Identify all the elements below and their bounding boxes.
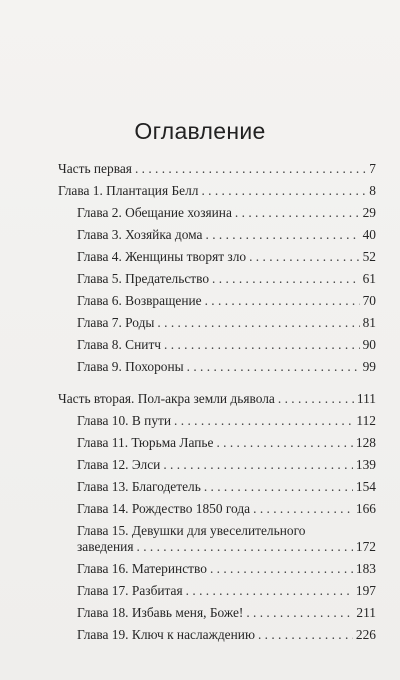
toc-entry-label: Глава 5. Предательство: [77, 271, 210, 286]
toc-entry-label: Глава 7. Роды: [77, 315, 155, 330]
toc-entry-label: Глава 1. Плантация Белл: [58, 183, 199, 198]
toc-entry-label: Глава 8. Снитч: [77, 337, 162, 352]
dot-leader: [163, 457, 353, 473]
dot-leader: [135, 161, 366, 177]
toc-page-number: 128: [355, 435, 376, 450]
toc-part-1: [58, 161, 376, 177]
dot-leader: [157, 315, 359, 331]
toc-chapter-9: [77, 359, 376, 375]
toc-chapter-4: [77, 249, 376, 265]
toc-page-number: 112: [356, 413, 376, 428]
toc-entry-label: Часть вторая. Пол-акра земли дьявола: [58, 391, 275, 406]
toc-chapter-15-line-1: Глава 15. Девушки для увеселительного: [77, 523, 306, 538]
toc-page-number: 183: [355, 561, 376, 576]
toc-page-number: 61: [362, 271, 376, 286]
toc-entry-label: Глава 16. Материнство: [77, 561, 207, 576]
dot-leader: [258, 627, 353, 643]
toc-chapter-2: [77, 205, 376, 221]
toc-chapter-18: [77, 605, 376, 621]
toc-entry-label: Глава 18. Избавь меня, Боже!: [77, 605, 244, 620]
toc-entry-label: Глава 6. Возвращение: [77, 293, 202, 308]
toc-page-number: 90: [362, 337, 376, 352]
toc-chapter-14: [77, 501, 376, 517]
toc-page-number: 139: [355, 457, 376, 472]
dot-leader: [187, 359, 360, 375]
dot-leader: [201, 183, 366, 199]
dot-leader: [253, 501, 353, 517]
toc-chapter-7: [77, 315, 376, 331]
toc-entry-label: Глава 9. Похороны: [77, 359, 184, 374]
toc-page-number: 166: [355, 501, 376, 516]
toc-entry-label: Часть первая: [58, 161, 132, 176]
toc-entry-label: Глава 4. Женщины творят зло: [77, 249, 247, 264]
page-title: Оглавление: [134, 118, 266, 144]
toc-page-number: 29: [362, 205, 376, 220]
toc-chapter-5: [77, 271, 376, 287]
toc-chapter-1: [58, 183, 376, 199]
toc-entry-label: Глава 10. В пути: [77, 413, 172, 428]
toc-chapter-15: [77, 539, 376, 555]
dot-leader: [164, 337, 360, 353]
toc-entry-label: Глава 19. Ключ к наслаждению: [77, 627, 255, 642]
toc-chapter-19: [77, 627, 376, 643]
toc-page-number: 52: [362, 249, 376, 264]
toc-page-number: 211: [356, 605, 376, 620]
dot-leader: [174, 413, 353, 429]
toc-page-number: 172: [355, 539, 376, 554]
dot-leader: [206, 227, 360, 243]
dot-leader: [235, 205, 360, 221]
toc-page-number: 81: [362, 315, 376, 330]
toc-chapter-12: [77, 457, 376, 473]
toc-chapter-6: [77, 293, 376, 309]
toc-chapter-3: [77, 227, 376, 243]
toc-entry-label: Глава 17. Разбитая: [77, 583, 183, 598]
toc-chapter-11: [77, 435, 376, 451]
toc-page-number: 99: [362, 359, 376, 374]
toc-page-number: 197: [355, 583, 376, 598]
toc-chapter-17: [77, 583, 376, 599]
dot-leader: [216, 435, 352, 451]
toc-chapter-13: [77, 479, 376, 495]
toc-page-number: 7: [369, 161, 376, 176]
dot-leader: [137, 539, 353, 555]
dot-leader: [204, 479, 353, 495]
dot-leader: [246, 605, 353, 621]
toc-entry-label: заведения: [77, 539, 134, 554]
toc-chapter-10: [77, 413, 376, 429]
toc-entry-label: Глава 3. Хозяйка дома: [77, 227, 203, 242]
toc-page-number: 226: [355, 627, 376, 642]
dot-leader: [278, 391, 354, 407]
toc-entry-label: Глава 14. Рождество 1850 года: [77, 501, 251, 516]
toc-page-number: 8: [369, 183, 376, 198]
dot-leader: [186, 583, 353, 599]
toc-page-number: 154: [355, 479, 376, 494]
toc-page-number: 111: [356, 391, 376, 406]
toc-entry-label: Глава 13. Благодетель: [77, 479, 201, 494]
dot-leader: [249, 249, 360, 265]
toc-chapter-8: [77, 337, 376, 353]
toc-page-number: 40: [362, 227, 376, 242]
dot-leader: [212, 271, 360, 287]
toc-entry-label: Глава 11. Тюрьма Лапье: [77, 435, 214, 450]
toc-entry-label: Глава 2. Обещание хозяина: [77, 205, 232, 220]
dot-leader: [210, 561, 353, 577]
toc-chapter-16: [77, 561, 376, 577]
dot-leader: [205, 293, 360, 309]
toc-entry-label: Глава 12. Элси: [77, 457, 161, 472]
toc-part-2: [58, 391, 376, 407]
toc-page-number: 70: [362, 293, 376, 308]
